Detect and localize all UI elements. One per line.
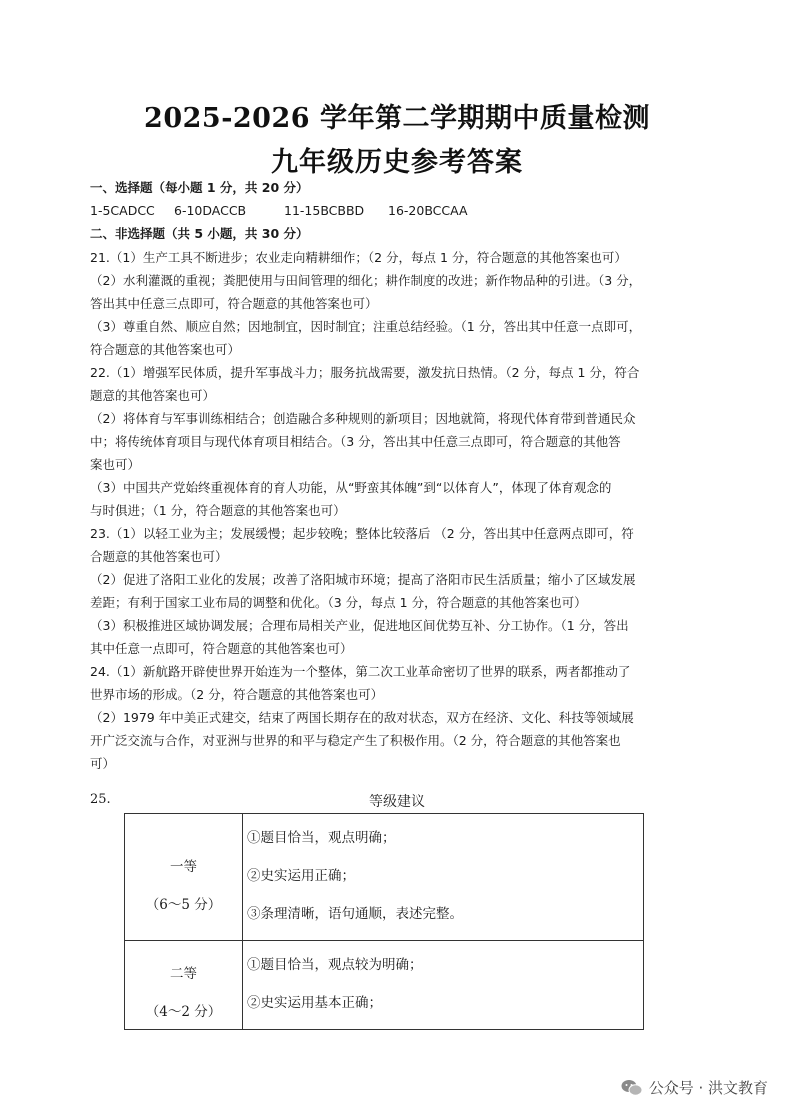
criterion: ①题目恰当，观点明确； [247, 830, 396, 846]
choice-group: 1-5CADCC [90, 203, 155, 218]
criterion: ③条理清晰，语句通顺，表述完整。 [247, 906, 463, 922]
answer-line: （3）中国共产党始终重视体育的育人功能，从“野蛮其体魄”到“以体育人”，体现了体育观念的 [90, 480, 612, 495]
answer-line: （2）1979 年中美正式建交，结束了两国长期存在的敌对状态，双方在经济、文化、科技等领域展 [90, 710, 634, 725]
wechat-footer [621, 1077, 768, 1098]
grade-criteria-cell [243, 814, 644, 941]
answer-line: 差距；有利于国家工业布局的调整和优化。（3 分，每点 1 分，符合题意的其他答案也可） [90, 595, 587, 610]
grade-level-cell [125, 941, 243, 1030]
answer-line: 题意的其他答案也可） [90, 388, 216, 403]
answer-line: （2）水利灌溉的重视；粪肥使用与田间管理的细化；耕作制度的改进；新作物品种的引进。（3 分， [90, 273, 642, 288]
choice-group: 6-10DACCB [174, 203, 247, 218]
grade-score: （6～5 分） [145, 897, 222, 913]
wechat-icon [621, 1079, 643, 1097]
answer-line: 世界市场的形成。（2 分，符合题意的其他答案也可） [90, 687, 384, 702]
answer-line: 其中任意一点即可，符合题意的其他答案也可） [90, 641, 353, 656]
answer-line: 开广泛交流与合作，对亚洲与世界的和平与稳定产生了积极作用。（2 分，符合题意的其他答案也 [90, 733, 621, 748]
grade-name: 一等 [170, 859, 197, 875]
answer-line: 23.（1）以轻工业为主；发展缓慢；起步较晚；整体比较落后 （2 分，答出其中任意两点即可，符 [90, 526, 634, 541]
title-line-1: 2025-2026 学年第二学期期中质量检测 [144, 103, 650, 134]
grade-table [124, 813, 644, 1030]
answer-line: 答出其中任意三点即可，符合题意的其他答案也可） [90, 296, 378, 311]
answer-line: 21.（1）生产工具不断进步；农业走向精耕细作；（2 分，每点 1 分，符合题意的其他答案也可） [90, 250, 627, 265]
section-nonchoice-heading: 二、非选择题（共 5 小题，共 30 分） [90, 226, 309, 241]
answer-line: 符合题意的其他答案也可） [90, 342, 241, 357]
answer-line: 22.（1）增强军民体质，提升军事战斗力；服务抗战需要，激发抗日热情。（2 分，每点 1 分，符合 [90, 365, 640, 380]
answer-line: （3）积极推进区域协调发展；合理布局相关产业，促进地区间优势互补、分工协作。（1 分，答出 [90, 618, 629, 633]
criterion: ②史实运用正确； [247, 868, 355, 884]
table-row [125, 941, 644, 1030]
answer-line: （3）尊重自然、顺应自然；因地制宜，因时制宜；注重总结经验。（1 分，答出其中任意一点即可， [90, 319, 642, 334]
footer-text: 公众号 · 洪文教育 [648, 1079, 768, 1097]
section-choice-heading: 一、选择题（每小题 1 分，共 20 分） [90, 180, 309, 195]
answer-line: 与时俱进；（1 分，符合题意的其他答案也可） [90, 503, 346, 518]
answer-line: （2）将体育与军事训练相结合；创造融合多种规则的新项目；因地就简，将现代体育带到普通民众 [90, 411, 636, 426]
question-25-label: 25. [90, 792, 111, 807]
answer-line: 24.（1）新航路开辟使世界开始连为一个整体，第二次工业革命密切了世界的联系，两者都推动了 [90, 664, 631, 679]
grade-score: （4～2 分） [145, 1004, 222, 1020]
answer-line: 可） [90, 756, 116, 771]
answer-line: 合题意的其他答案也可） [90, 549, 228, 564]
answer-line: 中；将传统体育项目与现代体育项目相结合。（3 分，答出其中任意三点即可，符合题意的其他答 [90, 434, 621, 449]
title-line-2: 九年级历史参考答案 [271, 147, 523, 178]
criterion: ②史实运用基本正确； [247, 995, 382, 1011]
grade-criteria-cell [243, 941, 644, 1030]
answer-line: 案也可） [90, 457, 141, 472]
table-row [125, 814, 644, 941]
criterion: ①题目恰当，观点较为明确； [247, 957, 423, 973]
choice-group: 16-20BCCAA [388, 203, 468, 218]
grade-table-title: 等级建议 [369, 794, 425, 810]
grade-level-cell [125, 814, 243, 941]
answer-line: （2）促进了洛阳工业化的发展；改善了洛阳城市环境；提高了洛阳市民生活质量；缩小了区域发展 [90, 572, 636, 587]
choice-answers [90, 199, 730, 222]
grade-name: 二等 [170, 966, 197, 982]
choice-group: 11-15BCBBD [284, 203, 365, 218]
